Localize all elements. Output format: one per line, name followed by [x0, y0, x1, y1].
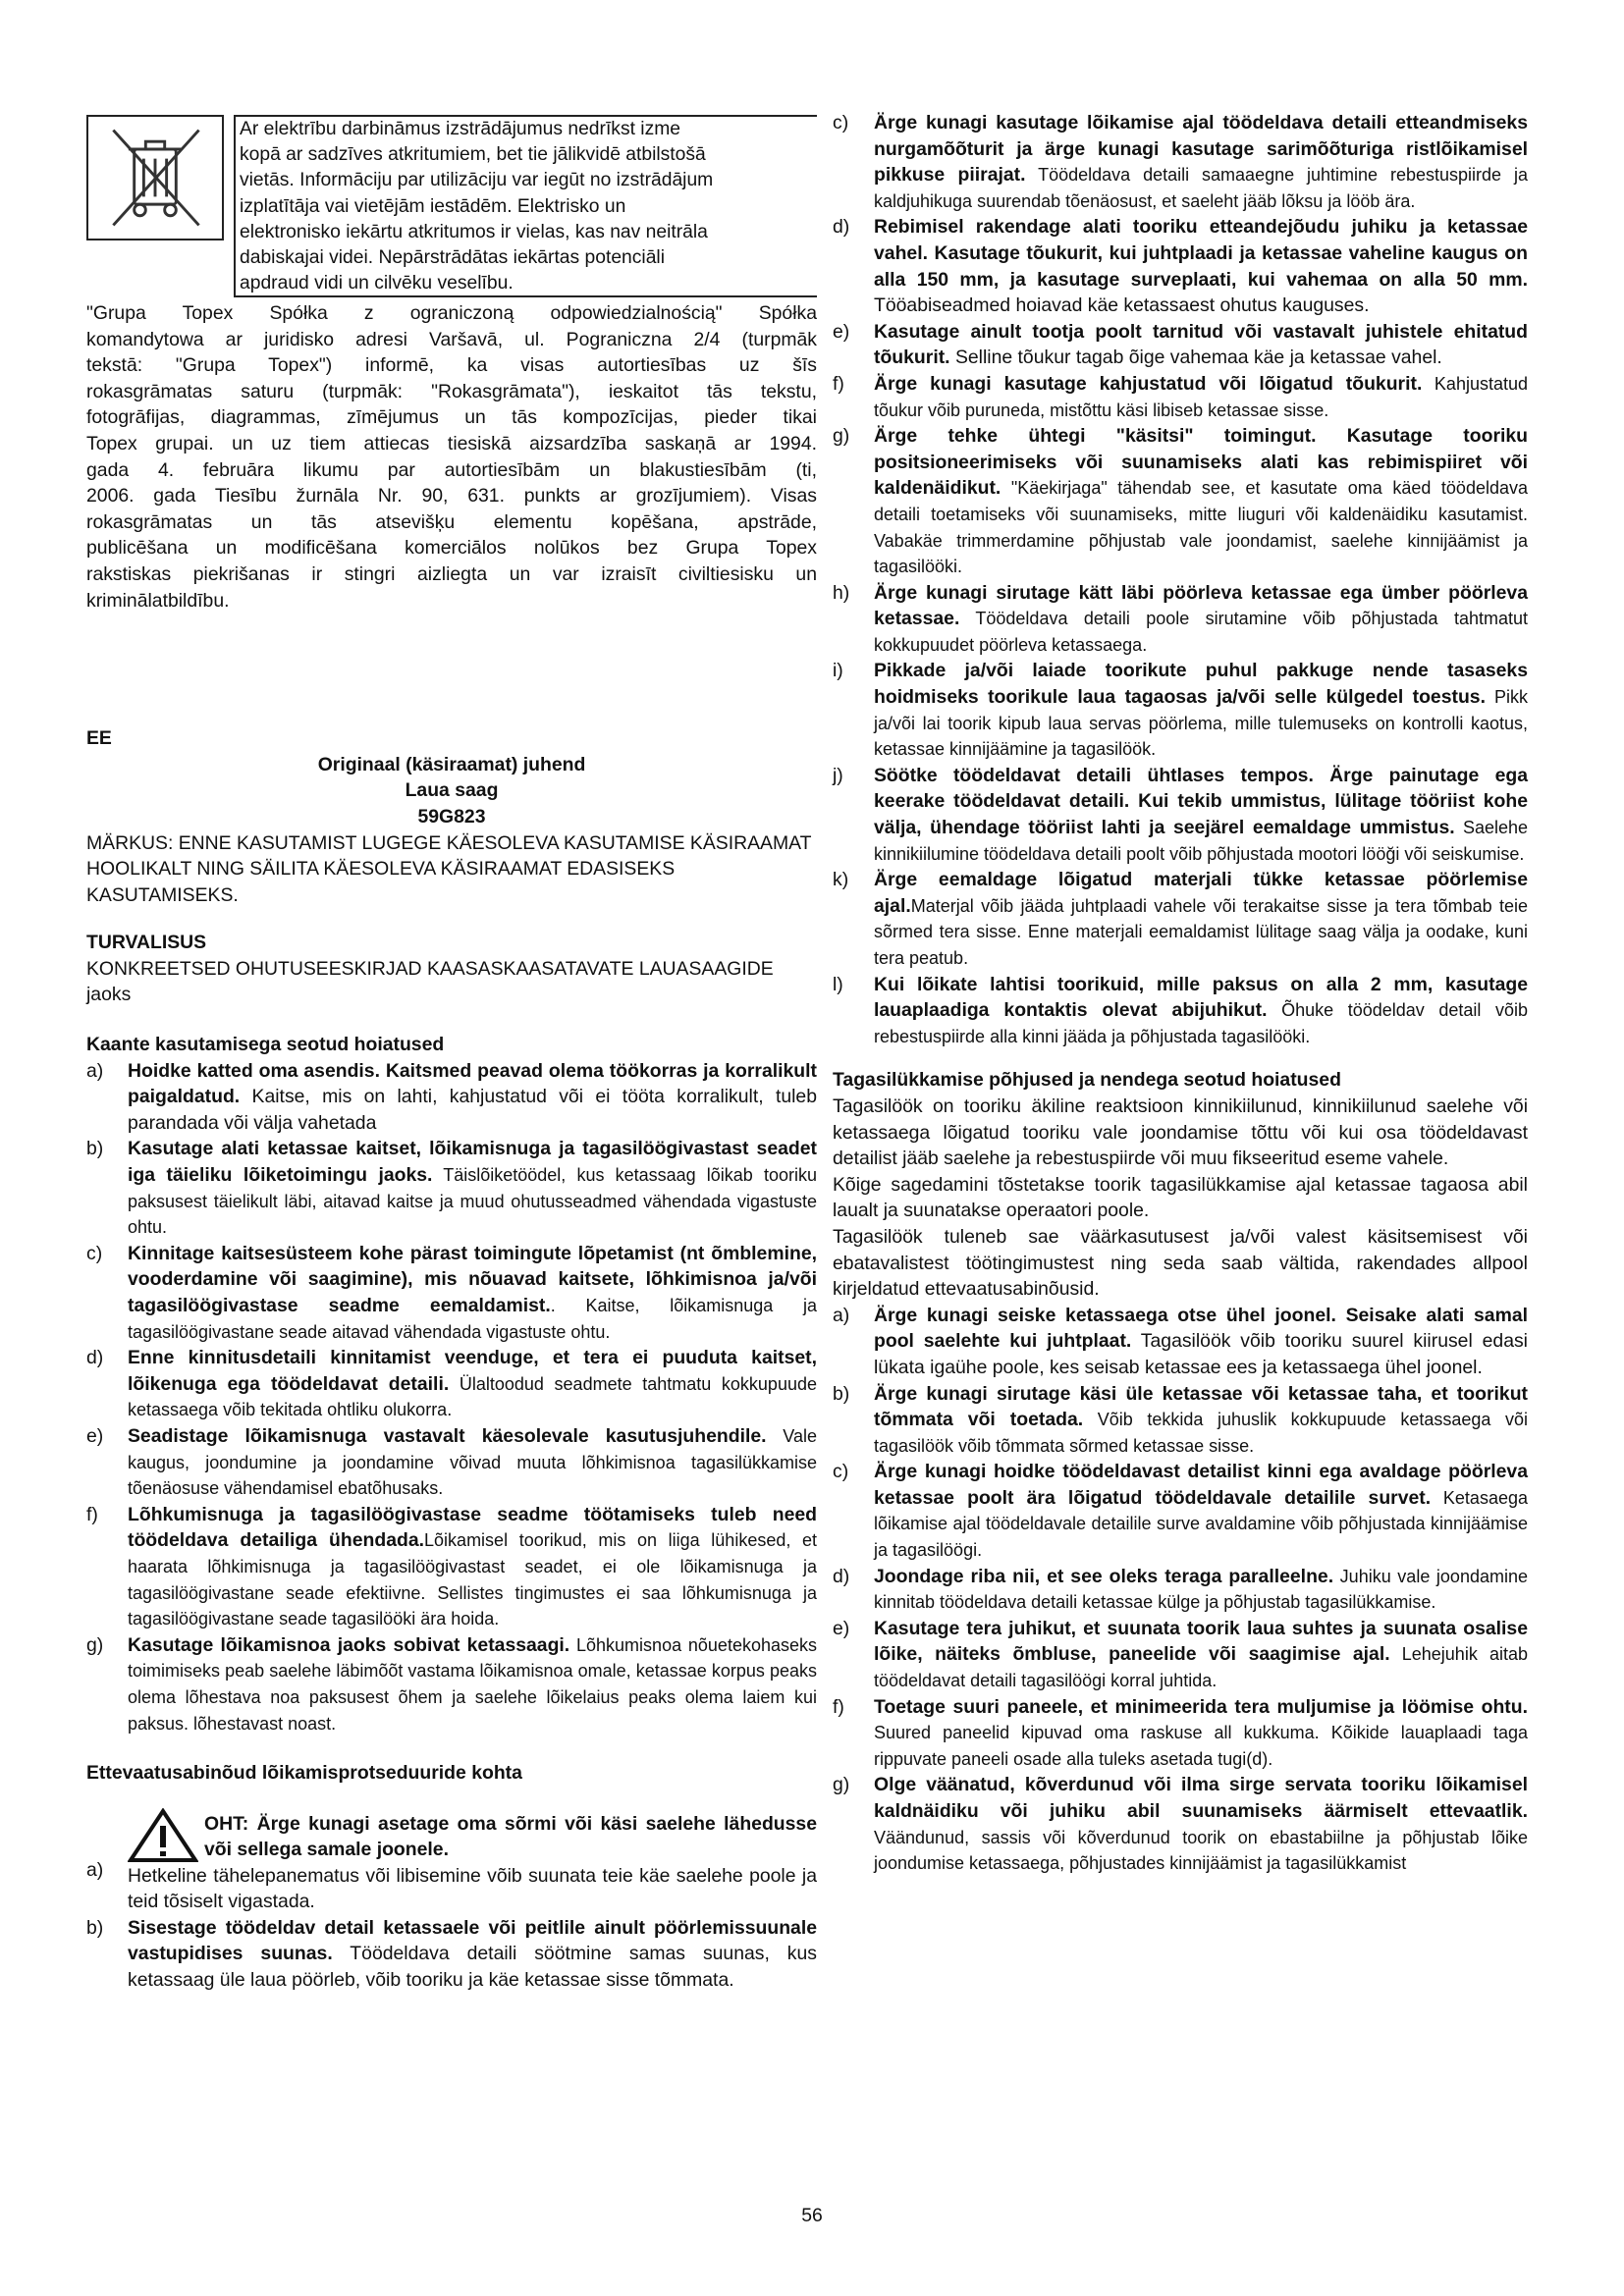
safety-subtitle: KONKREETSED OHUTUSEESKIRJAD KAASASKAASATAVATE LAUASAAGIDE jaoks [86, 957, 774, 1006]
copyright-line: rakstiskas piekrišanas ir stingri aizliegta un var izraisīt civiltiesisku un [86, 562, 817, 585]
list-item: g) Ärge tehke ühtegi "käsitsi" toimingut. Kasutage tooriku positsioneerimiseks või suunamiseks alati kas rebimispiiret või kaldenäidikut. "Käekirjaga" tähendab see, et kasutate oma käed töödeldava detaili toetamiseks või suunamiseks, mitte liuguri või kaldenäidiku kasutamist. Vabakäe trimmerdamine põhjustab vale joondamist, saelehe kinnijäämist ja tagasilööki. [833, 425, 1528, 577]
right-column [833, 110, 1528, 1877]
document-title: Originaal (käsiraamat) juhend [317, 753, 586, 775]
list-item: c) Ärge kunagi kasutage lõikamise ajal töödeldava detaili etteandmiseks nurgamõõturit ja ärge kunagi kasutage sarimõõturiga ristlõikamisel pikkuse piirajat. Töödeldava detaili samaaegne juhtimine rebestuspiirde ja kaldjuhikuga suurendab tõenäosust, et saeleht jääb lõksu ja lööb ära. [833, 112, 1528, 211]
list-item: f) Toetage suuri paneele, et minimeerida tera muljumise ja löömise ohtu. Suured paneelid kipuvad oma raskuse all kukkuma. Kõikide lauaplaadi taga rippuvate paneeli osade alla tuleks asetada tugi(d). [833, 1695, 1528, 1769]
copyright-notice [86, 300, 817, 614]
list-item: e) Kasutage ainult tootja poolt tarnitud või vastavalt juhistele ehitatud tõukurit. Selline tõukur tagab õige vahemaa käe ja ketassae vahel. [833, 320, 1528, 369]
copyright-line: "Grupa Topex Spółka z ograniczoną odpowiedzialnością" Spółka [86, 302, 817, 324]
weee-text-box [234, 115, 817, 297]
list-item: g) Kasutage lõikamisnoa jaoks sobivat ketassaagi. Lõhkumisnoa nõuetekohaseks toimimiseks peab saelehe läbimõõt vastama lõikamisnoa omale, ketassae korpus peaks olema lõhestava noa paksusest õhem ja saelehe lõikelaius peaks olema laiem kui paksus. lõhestavast noast. [86, 1633, 817, 1734]
copyright-line: rokasgrāmatas saturu (turpmāk: "Rokasgrāmata"), ieskaitot tās tekstu, [86, 380, 817, 402]
guard-section [86, 1032, 817, 1736]
weee-line: dabiskajai videi. Nepārstrādātas iekārtas potenciāli [240, 247, 665, 269]
list-item: e) Kasutage tera juhikut, et suunata toorik laua suhtes ja suunata osalise lõike, näiteks õmbluse, paneelide või saagimise ajal. Lehejuhik aitab töödeldavat detaili tagasilöögi korral juhtida. [833, 1617, 1528, 1691]
list-item: d) Rebimisel rakendage alati tooriku etteandejõudu juhiku ja ketassae vahel. Kasutage tõukurit, kui juhtplaadi ja ketassae vaheline kaugus on alla 150 mm, ja kasutage surveplaati, kui vahemaa on alla 50 mm. Tööabiseadmed hoiavad käe ketassaest ohutus kauguses. [833, 216, 1528, 317]
list-item: e) Seadistage lõikamisnuga vastavalt käesolevale kasutusjuhendile. Vale kaugus, joondumine ja joondamine võivad muuta lõhkimisnoa tagasilükkamise tõenäosuse vähendamisel ebatõhusaks. [86, 1424, 817, 1499]
model-number: 59G823 [417, 805, 486, 828]
warning-triangle-icon [128, 1808, 198, 1863]
list-item: h) Ärge kunagi sirutage kätt läbi pöörleva ketassae ega ümber pöörleva ketassae. Töödeldava detaili poole sirutamine võib põhjustada tahtmatut kokkupuudet pöörleva ketassaega. [833, 581, 1528, 655]
copyright-line: kriminālatbildību. [86, 589, 230, 612]
weee-notice [86, 110, 817, 338]
copyright-line: gada 4. februāra likumu par autortiesībām un blakustiesībām (ti, [86, 458, 817, 481]
copyright-line: rokasgrāmatas un tās atsevišķu elementu kopēšana, apstrāde, [86, 510, 817, 533]
list-item: c) Kinnitage kaitsesüsteem kohe pärast toimingute lõpetamist (nt õmblemine, vooderdamine või saagimine), mis nõuavad kaitsete, lõhkimisnoa ja/või tagasilöögivastase seadme eemaldamist.. Kaitse, lõikamisnuga ja tagasilöögivastane seade aitavad vähendada vigastuste ohtu. [86, 1242, 817, 1342]
list-item: b) Ärge kunagi sirutage käsi üle ketassae või ketassae taha, et toorikut tõmmata või toetada. Võib tekkida juhuslik kokkupuude ketassaega või tagasilöök võib tõmmata sõrmed ketassae sisse. [833, 1382, 1528, 1456]
copyright-line: komandytowa ar juridisko adresi Varšavā, ul. Pograniczna 2/4 (turpmāk [86, 328, 817, 350]
kickback-paragraph: Kõige sagedamini tõstetakse toorik tagasilükkamise ajal ketassae tagaosa abil laualt ja suunatakse operaatori poole. [833, 1173, 1528, 1222]
list-item: d) Joondage riba nii, et see oleks teraga paralleelne. Juhiku vale joondamine kinnitab töödeldava detaili ketassae külge ja põhjustab tagasilükkamise. [833, 1565, 1528, 1613]
list-item: l) Kui lõikate lahtisi toorikuid, mille paksus on alla 2 mm, kasutage lauaplaadiga kontaktis olevat abijuhikut. Õhuke töödeldav detail võib rebestuspiirde alla kinni jääda ja põhjustada tagasilööki. [833, 973, 1528, 1046]
weee-line: izplatītāja vai vietējām iestādēm. Elektrisko un [240, 195, 626, 217]
list-item: a) Hoidke katted oma asendis. Kaitsmed peavad olema töökorras ja korralikult paigaldatud. Kaitse, mis on lahti, kahjustatud või ei tööta korralikult, tuleb parandada või välja vahetada [86, 1059, 817, 1134]
list-item: j) Söötke töödeldavat detaili ühtlases tempos. Ärge painutage ega keerake töödeldavat detaili. Kui tekib ummistus, lülitage tööriist kohe välja, ühendage tööriist lahti ja seejärel eemaldage ummistus. Saelehe kinnikiilumine töödeldava detaili poolt võib põhjustada mootori lööği või seiskumise. [833, 764, 1529, 864]
copyright-line: publicēšana un modificēšana komerciālos nolūkos bez Grupa Topex [86, 537, 817, 560]
kickback-paragraph: Tagasilöök on tooriku äkiline reaktsioon kinnikiilunud, kinnikiilunud saelehe või ketassaega lõigatud tooriku vale joondamise tõttu või kui osa töödeldavast detailist jääb saelehe ja rebestuspiirde või muu fikseeritud eseme vahele. [833, 1095, 1528, 1170]
read-manual-notice: MÄRKUS: ENNE KASUTAMIST LUGEGE KÄESOLEVA KASUTAMISE KÄSIRAAMAT HOOLIKALT NING SÄILITA KÄESOLEVA KÄSIRAAMAT EDASISEKS KASUTAMISEKS. [86, 831, 812, 906]
procedure-section [86, 1760, 817, 1994]
safety-title: TURVALISUS [86, 932, 207, 954]
list-item: i) Pikkade ja/või laiade toorikute puhul pakkuge nende tasaseks hoidmiseks toorikule laua tagaosas ja/või selle külgedel toestus. Pikk ja/või lai toorik kipub laua servas pöörlema, mille tulemuseks on kontrolli kaotus, ketassae kinnijäämine ja tagasilöök. [833, 660, 1528, 760]
safety-header [86, 930, 817, 1008]
weee-line: kopā ar sadzīves atkritumiem, bet tie jālikvidē atbilstošā [240, 144, 706, 166]
list-item: a) OHT: Ärge kunagi asetage oma sõrmi või käsi saelehe lähedusse või sellega samale joonele. Hetkeline tähelepanematus või libisemine võib suunata teie käe saelehe poole ja teid tõsiselt vigastada. [86, 1808, 817, 1915]
copyright-line: tekstā: "Grupa Topex") informē, ka visas autortiesības uz šīs [86, 354, 817, 377]
kickback-section [833, 1067, 1528, 1876]
crossed-out-wheelie-bin-icon [86, 115, 224, 240]
list-item: g) Olge väänatud, kõverdunud või ilma sirge servata tooriku lõikamisel kaldnäidiku või juhiku abil suunamiseks äärmiselt ettevaatlik. Väändunud, sassis või kõverdunud toorik on ebastabiilne ja põhjustab lõike joondumise ketassaega, põhjustades kinnijäämist ja tagasilükkamist [833, 1774, 1528, 1874]
list-item: a) Ärge kunagi seiske ketassaega otse ühel joonel. Seisake alati samal pool saelehte kui juhtplaat. Tagasilöök võib tooriku suurel kiirusel edasi lükata igaühe poole, kes seisab ketassae ees ja ketassaega ühel joonel. [833, 1304, 1528, 1378]
weee-line: Ar elektrību darbināmus izstrādājumus nedrīkst izme [240, 119, 681, 139]
weee-line: elektronisko iekārtu atkritumos ir vielas, kas nav neitrāla [240, 221, 708, 242]
manual-header [86, 725, 817, 908]
language-code: EE [86, 727, 112, 750]
list-item: b) Sisestage töödeldav detail ketassaele või peitlile ainult pöörlemissuunale vastupidises suunas. Töödeldava detaili söötmine samas suunas, kus ketassaag üle laua pöörleb, võib tooriku ja käe ketassae sisse tõmmata. [86, 1916, 817, 1992]
guard-section-title: Kaante kasutamisega seotud hoiatused [86, 1034, 445, 1056]
kickback-paragraph: Tagasilöök tuleneb sae väärkasutusest ja/või valest käsitsemisest või ebatavalistest töötingimustest ning seda saab vältida, rakendades allpool kirjeldatud ettevaatusabinõusid. [833, 1225, 1528, 1301]
list-item: b) Kasutage alati ketassae kaitset, lõikamisnuga ja tagasilöögivastast seadet iga täieliku lõiketoimingu jaoks. Täislõiketöödel, kus ketassaag lõikab tooriku paksusest täielikult läbi, aitavad kaitse ja muud ohutusseadmed vähendada vigastuste ohtu. [86, 1138, 817, 1238]
kickback-section-title: Tagasilükkamise põhjused ja nendega seotud hoiatused [833, 1069, 1341, 1092]
copyright-line: Topex grupai. un uz tiem attiecas tiesiskā aizsardzība saskaņā ar 1994. [86, 432, 817, 454]
list-item: f) Lõhkumisnuga ja tagasilöögivastase seadme töötamiseks tuleb need töödeldava detailiga ühendada.Lõikamisel toorikud, mis on liiga lühikesed, et haarata lõhkimisnuga ja tagasilöögivastast seadet, ei ole lõikamisnuga ja tagasilöögivastane seade efektiivne. Sellistes tingimustes ei saa lõhkumisnuga ja tagasilöögivastane seade tagasilööki ära hoida. [86, 1503, 817, 1629]
procedure-section-title: Ettevaatusabinõud lõikamisprotseduuride kohta [86, 1762, 522, 1785]
weee-line: apdraud vidi un cilvēku veselību. [240, 273, 514, 294]
weee-line: vietās. Informāciju par utilizāciju var iegūt no izstrādājum [240, 170, 714, 191]
list-item: c) Ärge kunagi hoidke töödeldavast detailist kinni ega avaldage pöörleva ketassae poolt ära lõigatud töödeldavale detailile survet. Ketasaega lõikamise ajal töödeldavale detailile surve avaldamine võib põhjustada kinnijäämise ja tagasilöögi. [833, 1461, 1528, 1561]
copyright-line: 2006. gada Tiesību žurnāla Nr. 90, 631. punkts ar grozījumiem). Visas [86, 485, 817, 507]
left-column [86, 110, 817, 1994]
list-item: k) Ärge eemaldage lõigatud materjali tükke ketassae pöörlemise ajal.Materjal võib jääda juhtplaadi vahele või terakaitse sisse ja tera tõmbab teie sõrmed tera sisse. Enne materjali eemaldamist lülitage saag välja ja oodake, kuni tera peatub. [833, 869, 1528, 968]
document-subtitle: Laua saag [405, 779, 499, 802]
copyright-line: fotogrāfijas, diagrammas, zīmējumus un tās kompozīcijas, pieder tikai [86, 406, 817, 429]
page-number: 56 [801, 2205, 823, 2226]
list-item: f) Ärge kunagi kasutage kahjustatud või lõigatud tõukurit. Kahjustatud tõukur võib puruneda, mistõttu käsi libiseb ketassae sisse. [833, 372, 1528, 420]
list-item: d) Enne kinnitusdetaili kinnitamist veenduge, et tera ei puuduta kaitset, lõikenuga ega töödeldavat detaili. Ülaltoodud seadmete tahtmatu kokkupuude ketassaega võib tekitada ohtliku olukorra. [86, 1347, 817, 1420]
